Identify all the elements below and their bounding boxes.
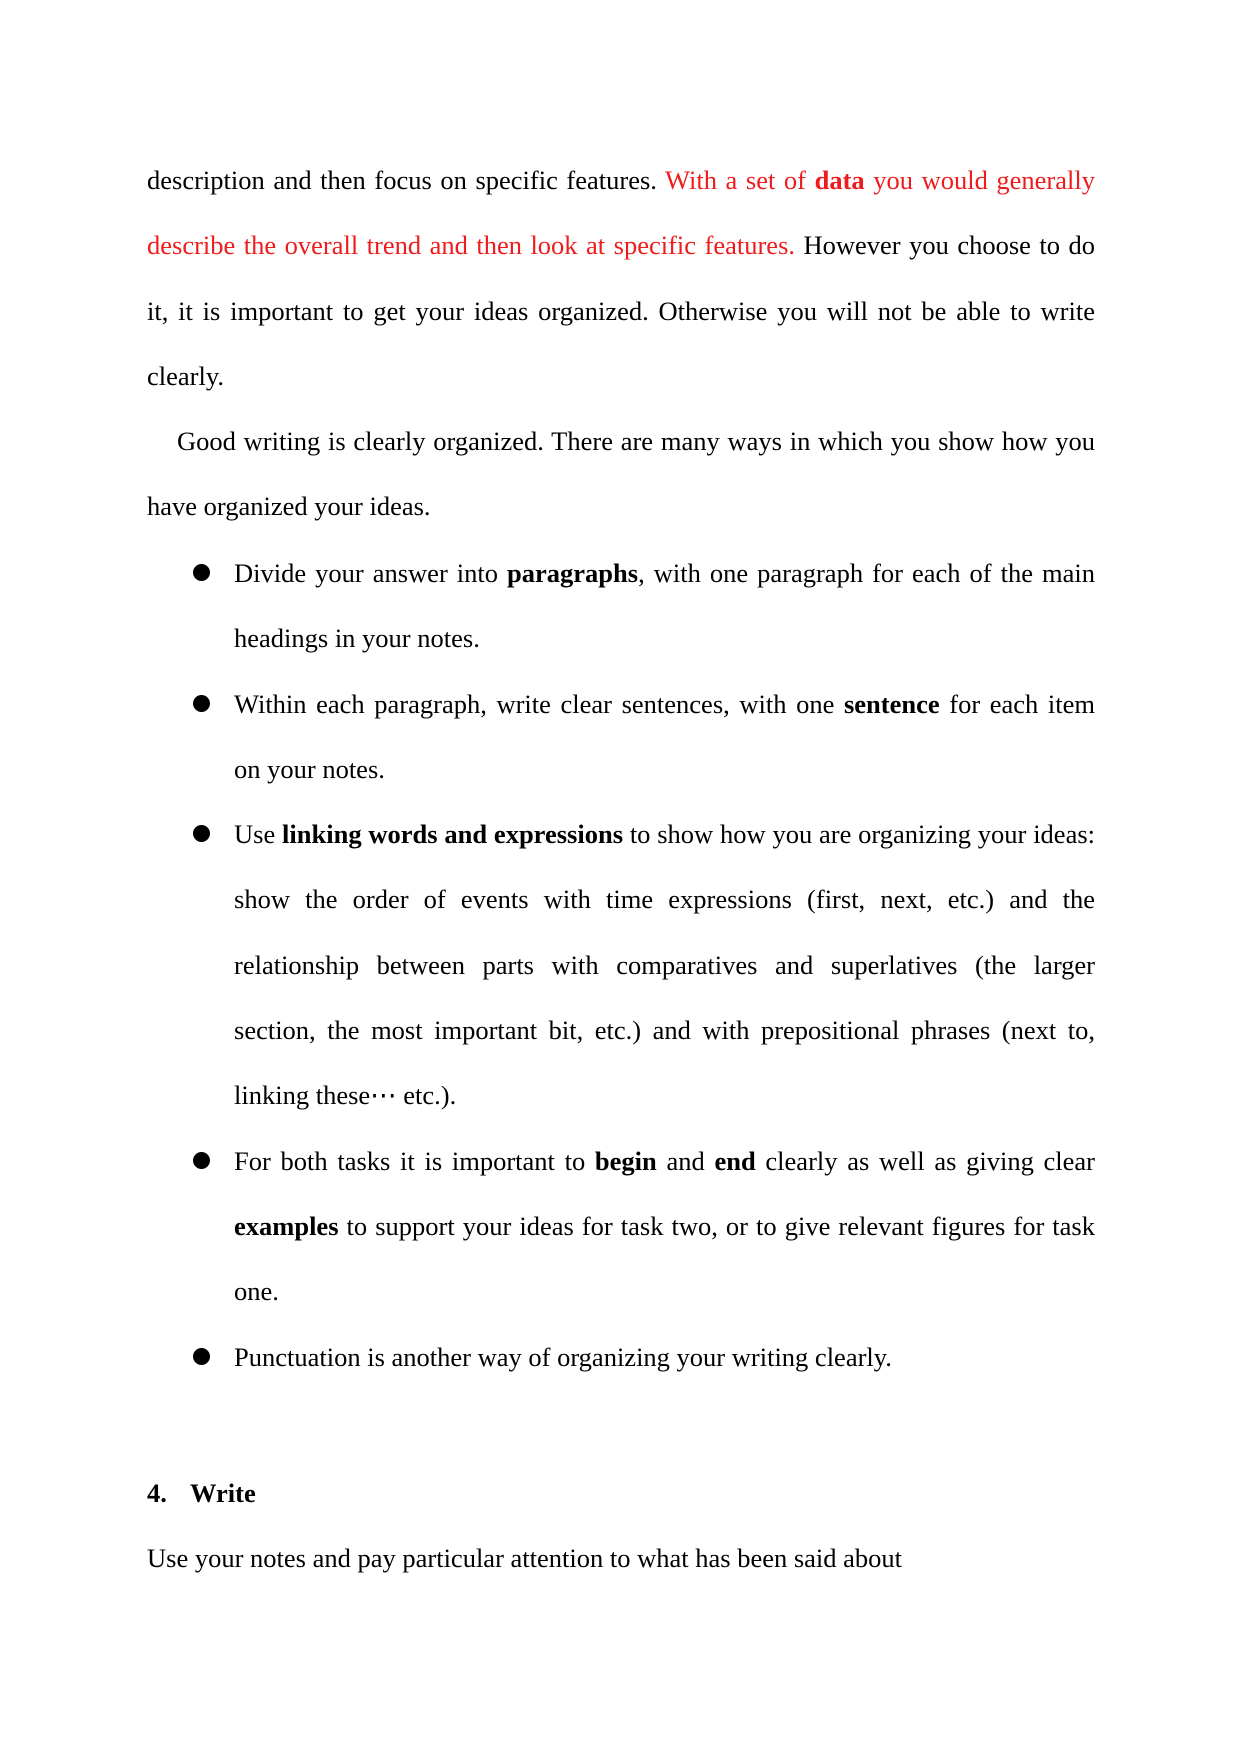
text-span: , with one paragraph for each of the main headings in your notes. [234,558,1095,654]
list-item [147,541,1095,672]
list-item [147,1129,1095,1325]
bullet-icon [193,1152,210,1169]
text-span: to support your ideas for task two, or to give relevant figures for task one. [234,1210,1095,1307]
text-span: description and then focus on specific features. [147,165,666,195]
text-span: Divide your answer into [234,558,508,588]
bold-term: begin [594,1145,657,1176]
section-number: 4. [147,1478,167,1508]
text-span: Within each paragraph, write clear sentences, with one [234,688,844,719]
bold-term: paragraphs [507,558,639,588]
section-heading [147,1461,256,1526]
bullet-list [147,541,1095,1390]
text-span: clearly as well as giving clear [755,1145,1096,1176]
text-span: Punctuation is another way of organizing your writing clearly. [234,1341,892,1372]
paragraph-good-writing: Good writing is clearly organized. There are many ways in which you show how you have organized your ideas. [147,426,1095,522]
bold-term-data: data [814,165,865,195]
list-item [147,802,1095,1128]
bold-term: linking words and expressions [282,819,624,850]
text-span: For both tasks it is important to [234,1145,595,1176]
text-span: and [656,1145,715,1176]
text-span: to show how you are organizing your ideas: show the order of events with time expressions (first, next, etc.) and the relationship between parts with comparatives and superlatives (the larger section, the most important bit, etc.) and with prepositional phrases (next to, linking these⋯ etc.). [234,819,1096,1111]
bullet-icon [193,695,210,712]
text-span: for each item on your notes. [234,688,1095,784]
bullet-icon [193,564,210,581]
text-span: Use [234,819,283,850]
paragraph-organization-approach [147,148,1095,409]
text-span: you would generally describe the overall trend and then look at specific features. [147,165,1095,261]
bullet-icon [193,825,210,842]
bold-term: examples [234,1210,339,1241]
text-span: However you choose to do it, it is important to get your ideas organized. Otherwise you will not be able to write clearly. [147,230,1095,391]
section-title: Write [190,1478,256,1508]
list-item [147,1325,1095,1390]
bold-term: end [714,1145,756,1176]
list-item [147,672,1095,803]
bullet-icon [193,1348,210,1365]
bold-term: sentence [843,688,940,719]
paragraph-write-intro: Use your notes and pay particular attention to what has been said about [147,1543,903,1573]
text-span: With a set of [665,165,815,195]
